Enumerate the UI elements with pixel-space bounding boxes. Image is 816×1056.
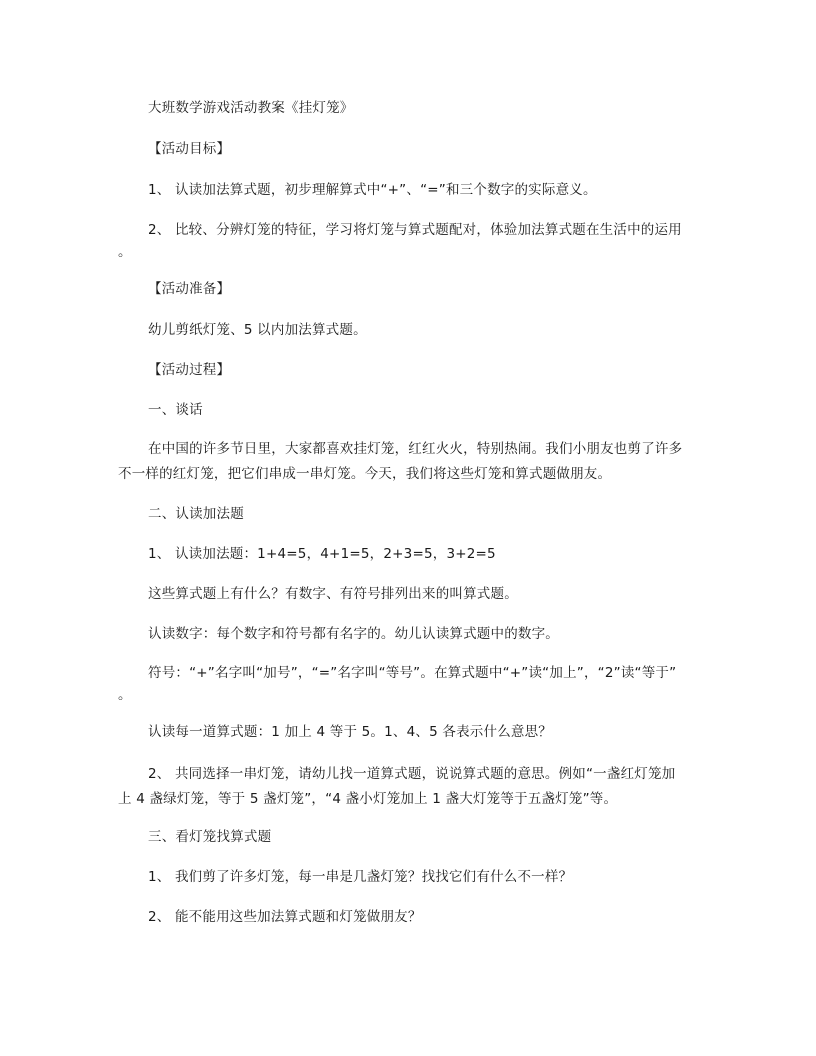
heading-activity-goals: 【活动目标】 — [148, 141, 231, 157]
section-1-heading: 一、谈话 — [148, 402, 203, 418]
read-digits: 认读数字：每个数字和符号都有名字的。幼儿认读算式题中的数字。 — [148, 626, 559, 642]
heading-activity-prep: 【活动准备】 — [148, 281, 231, 297]
read-item-1: 1、 认读加法题：1+4=5，4+1=5，2+3=5，3+2=5 — [148, 546, 496, 562]
document-title: 大班数学游戏活动教案《挂灯笼》 — [148, 100, 354, 116]
symbols-line-2: 。 — [118, 687, 132, 703]
find-item-1: 1、 我们剪了许多灯笼，每一串是几盏灯笼？找找它们有什么不一样？ — [148, 869, 573, 885]
section-3-heading: 三、看灯笼找算式题 — [148, 829, 272, 845]
goal-item-1: 1、 认读加法算式题，初步理解算式中“+”、“=”和三个数字的实际意义。 — [148, 182, 597, 198]
read-question: 这些算式题上有什么？有数字、有符号排列出来的叫算式题。 — [148, 586, 518, 602]
goal-item-2-line-1: 2、 比较、分辨灯笼的特征，学习将灯笼与算式题配对，体验加法算式题在生活中的运用 — [148, 222, 682, 238]
prep-text: 幼儿剪纸灯笼、5 以内加法算式题。 — [148, 322, 367, 338]
choose-lantern-line-1: 2、 共同选择一串灯笼，请幼儿找一道算式题，说说算式题的意思。例如“一盏红灯笼加 — [148, 766, 676, 782]
read-each-equation: 认读每一道算式题：1 加上 4 等于 5。1、4、5 各表示什么意思？ — [148, 724, 552, 740]
goal-item-2-line-2: 。 — [118, 244, 132, 260]
heading-activity-process: 【活动过程】 — [148, 362, 231, 378]
find-item-2: 2、 能不能用这些加法算式题和灯笼做朋友？ — [148, 909, 422, 925]
talk-paragraph-line-2: 不一样的红灯笼，把它们串成一串灯笼。今天，我们将这些灯笼和算式题做朋友。 — [118, 466, 612, 482]
section-2-heading: 二、认读加法题 — [148, 506, 244, 522]
choose-lantern-line-2: 上 4 盏绿灯笼，等于 5 盏灯笼”，“4 盏小灯笼加上 1 盏大灯笼等于五盏灯笼”等。 — [118, 791, 618, 807]
talk-paragraph-line-1: 在中国的许多节日里，大家都喜欢挂灯笼，红红火火，特别热闹。我们小朋友也剪了许多 — [148, 441, 683, 457]
symbols-line-1: 符号：“+”名字叫“加号”，“=”名字叫“等号”。在算式题中“+”读“加上”，“2”读“等于” — [148, 665, 677, 681]
